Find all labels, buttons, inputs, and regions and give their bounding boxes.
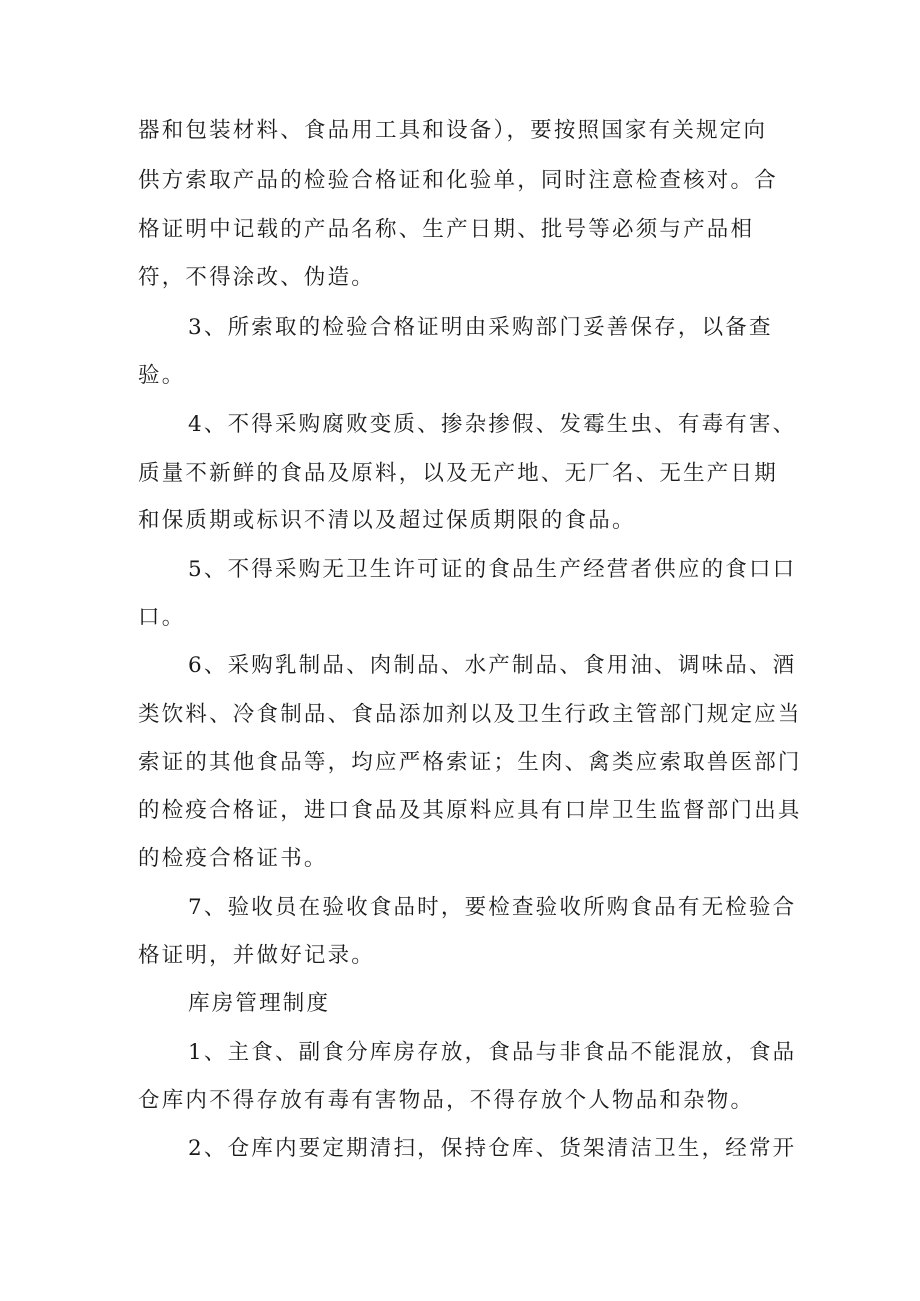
paragraph-6-start: 6、采购乳制品、肉制品、水产制品、食用油、调味品、酒 xyxy=(188,653,797,678)
paragraph-7-start: 7、验收员在验收食品时，要检查验收所购食品有无检验合 xyxy=(188,895,797,920)
text-line: 的检疫合格证，进口食品及其原料应具有口岸卫生监督部门出具 xyxy=(138,798,802,823)
text-line: 格证明，并做好记录。 xyxy=(138,943,376,968)
text-line: 供方索取产品的检验合格证和化验单，同时注意检查核对。合 xyxy=(138,168,778,193)
storage-paragraph-2-start: 2、仓库内要定期清扫，保持仓库、货架清洁卫生，经常开 xyxy=(188,1136,797,1161)
storage-paragraph-1-start: 1、主食、副食分库房存放，食品与非食品不能混放，食品 xyxy=(188,1040,797,1065)
text-line: 类饮料、冷食制品、食品添加剂以及卫生行政主管部门规定应当 xyxy=(138,702,802,727)
text-line: 口。 xyxy=(138,605,186,630)
paragraph-4-start: 4、不得采购腐败变质、掺杂掺假、发霉生虫、有毒有害、 xyxy=(188,412,797,437)
section-heading: 库房管理制度 xyxy=(188,991,331,1016)
text-line: 和保质期或标识不清以及超过保质期限的食品。 xyxy=(138,508,636,533)
text-line: 索证的其他食品等，均应严格索证；生肉、禽类应索取兽医部门 xyxy=(138,750,802,775)
text-line: 的检疫合格证书。 xyxy=(138,846,328,871)
text-line: 符，不得涂改、伪造。 xyxy=(138,265,376,290)
text-line: 仓库内不得存放有毒有害物品，不得存放个人物品和杂物。 xyxy=(138,1088,755,1113)
paragraph-5-start: 5、不得采购无卫生许可证的食品生产经营者供应的食口口 xyxy=(188,557,797,582)
text-line: 格证明中记载的产品名称、生产日期、批号等必须与产品相 xyxy=(138,217,755,242)
paragraph-3-start: 3、所索取的检验合格证明由采购部门妥善保存，以备查 xyxy=(188,315,773,340)
text-line: 验。 xyxy=(138,363,186,388)
text-line: 器和包装材料、食品用工具和设备），要按照国家有关规定向 xyxy=(138,118,768,143)
text-line: 质量不新鲜的食品及原料，以及无产地、无厂名、无生产日期 xyxy=(138,461,778,486)
